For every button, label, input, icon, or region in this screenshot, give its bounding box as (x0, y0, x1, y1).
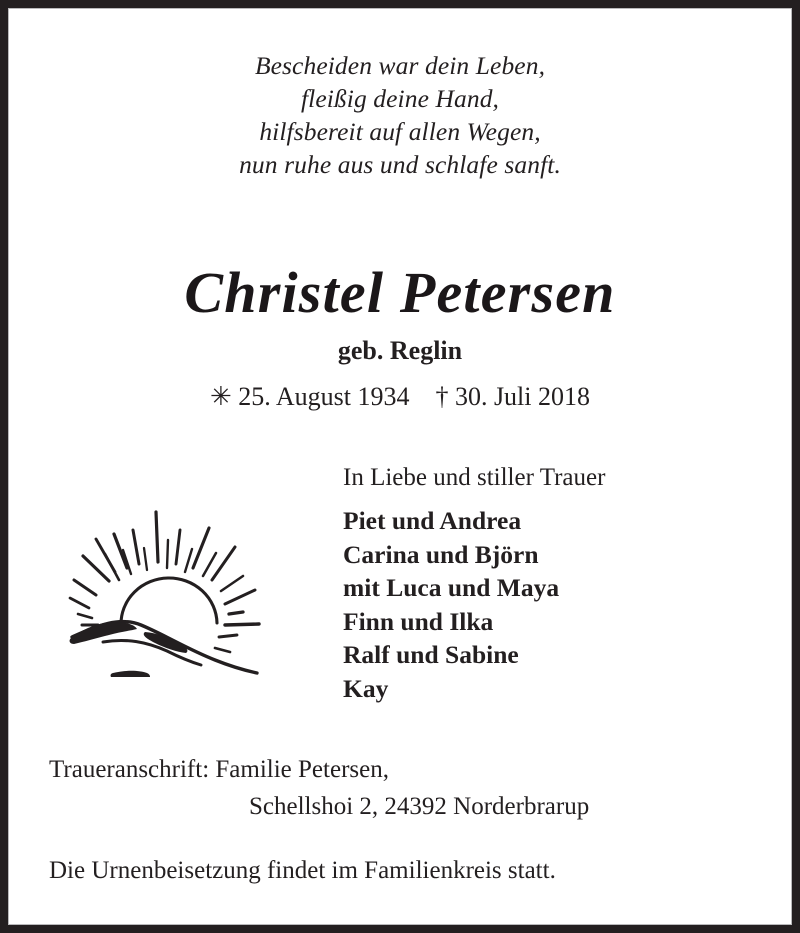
mourners-heading: In Liebe und stiller Trauer (343, 464, 606, 491)
verse-line-4: nun ruhe aus und schlafe sanft. (239, 150, 561, 179)
mourner-name: Carina und Björn (343, 539, 539, 569)
mourner-name: Ralf und Sabine (343, 640, 519, 669)
mourner-name: mit Luca und Maya (343, 573, 560, 602)
mourner-name: Kay (343, 673, 389, 703)
mourner-name: Piet und Andrea (343, 506, 522, 535)
sunrise-illustration (67, 492, 292, 677)
sunrise-icon (67, 492, 292, 677)
burial-note: Die Urnenbeisetzung findet im Familienkreis statt. (49, 857, 556, 884)
memorial-verse (9, 49, 791, 181)
address-line-1: Traueranschrift: Familie Petersen, (49, 756, 389, 783)
verse-line-3: hilfsbereit auf allen Wegen, (259, 117, 541, 146)
deceased-name: Christel Petersen (184, 260, 616, 325)
address-line-2: Schellshoi 2, 24392 Norderbrarup (249, 793, 590, 820)
obituary-inner-frame (8, 8, 792, 925)
mourner-name: Finn und Ilka (343, 606, 494, 636)
verse-line-1: Bescheiden war dein Leben, (254, 51, 546, 80)
verse-line-2: fleißig deine Hand, (300, 84, 500, 113)
deceased-maiden-name: geb. Reglin (337, 336, 463, 365)
mourners-block (343, 461, 763, 705)
life-dates: ✳ 25. August 1934 † 30. Juli 2018 (209, 382, 591, 411)
mourning-address (49, 751, 749, 825)
